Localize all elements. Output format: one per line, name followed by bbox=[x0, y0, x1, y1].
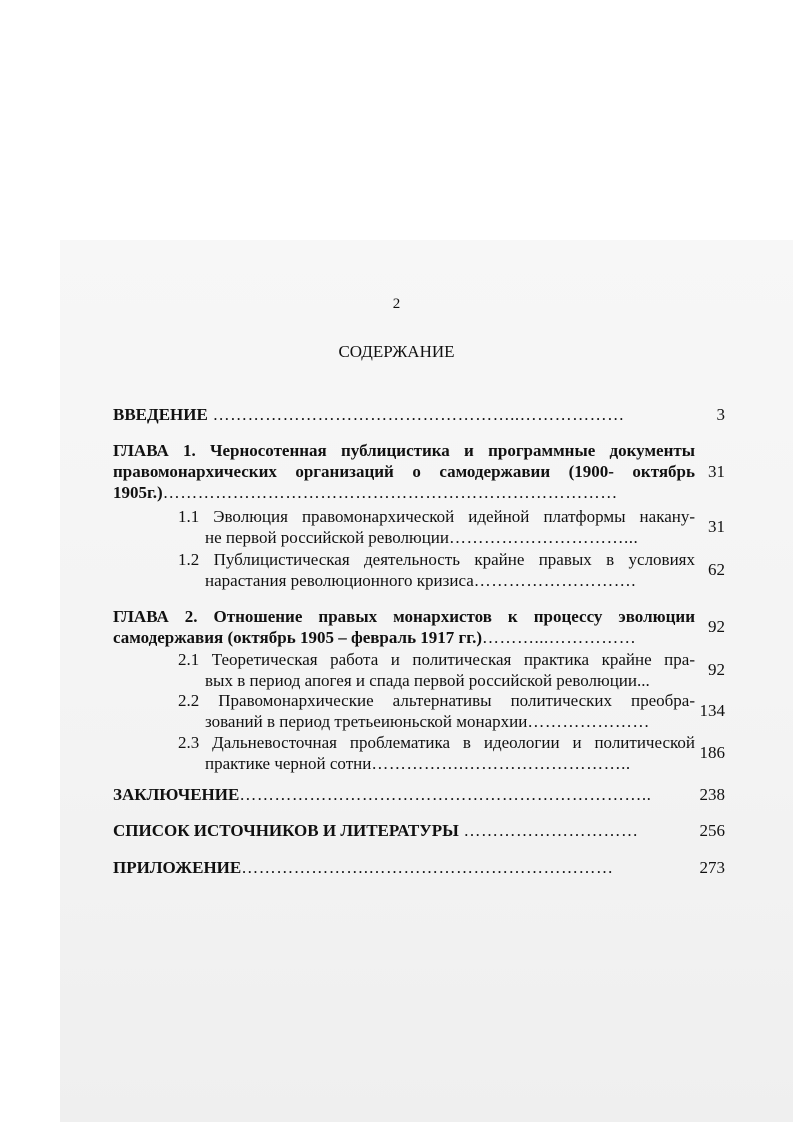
toc-entry-chapter-1 bbox=[113, 440, 725, 503]
toc-entry-line: 2.2 Правомонархические альтернативы политических преобра- bbox=[178, 691, 695, 710]
leader-dots: ……………………………………………..……………… bbox=[207, 405, 625, 424]
toc-page-number: 92 bbox=[708, 617, 725, 636]
toc-page-number: 273 bbox=[699, 858, 725, 877]
toc-entry-introduction bbox=[113, 404, 725, 425]
toc-entry-section-1-1 bbox=[113, 506, 725, 548]
leader-dots: …………………………………………………………….. bbox=[239, 785, 652, 804]
toc-entry-section-1-2 bbox=[113, 549, 725, 591]
leader-dots: ………………… bbox=[527, 712, 650, 731]
toc-page-number: 238 bbox=[699, 785, 725, 804]
leader-dots: …………….……………………….. bbox=[371, 754, 631, 773]
toc-entry-line: ГЛАВА 1. Черносотенная публицистика и программные документы bbox=[113, 441, 695, 460]
toc-entry-label: ПРИЛОЖЕНИЕ bbox=[113, 858, 242, 877]
toc-entry-line: вых в период апогея и спада первой российской революции... bbox=[205, 671, 650, 690]
toc-entry-line: 1905г.) bbox=[113, 483, 163, 502]
leader-dots: ………………………. bbox=[473, 571, 637, 590]
toc-page-number: 186 bbox=[699, 743, 725, 762]
toc-page-number: 256 bbox=[699, 821, 725, 840]
leader-dots: …………………………... bbox=[449, 528, 639, 547]
toc-entry-section-2-2 bbox=[113, 690, 725, 732]
toc-entry-line: самодержавия (октябрь 1905 – февраль 1917 гг.) bbox=[113, 628, 482, 647]
toc-page-number: 62 bbox=[708, 560, 725, 579]
leader-dots: ………………….…………………………………… bbox=[241, 858, 614, 877]
toc-entry-line: не первой российской революции bbox=[205, 528, 450, 547]
toc-entry-line: нарастания революционного кризиса bbox=[205, 571, 474, 590]
toc-page-number: 31 bbox=[708, 517, 725, 536]
toc-entry-line: правомонархических организаций о самодержавии (1900- октябрь bbox=[113, 462, 695, 481]
toc-entry-appendix bbox=[113, 857, 725, 878]
toc-entry-section-2-3 bbox=[113, 732, 725, 774]
toc-page-number: 3 bbox=[716, 405, 725, 424]
toc-entry-conclusion bbox=[113, 784, 725, 805]
page-number: 2 bbox=[392, 296, 401, 312]
toc-page-number: 134 bbox=[699, 701, 725, 720]
leader-dots: ………………………… bbox=[458, 821, 639, 840]
toc-entry-line: 1.2 Публицистическая деятельность крайне правых в условиях bbox=[178, 550, 695, 569]
page-title: СОДЕРЖАНИЕ bbox=[338, 342, 455, 361]
toc-entry-line: ГЛАВА 2. Отношение правых монархистов к процессу эволюции bbox=[113, 607, 695, 626]
toc-entry-line: практике черной сотни bbox=[205, 754, 372, 773]
toc-entry-section-2-1 bbox=[113, 649, 725, 691]
toc-entry-chapter-2 bbox=[113, 606, 725, 648]
toc-entry-label: СПИСОК ИСТОЧНИКОВ И ЛИТЕРАТУРЫ bbox=[113, 821, 459, 840]
toc-entry-line: 2.3 Дальневосточная проблематика в идеологии и политической bbox=[178, 733, 695, 752]
toc-entry-bibliography bbox=[113, 820, 725, 841]
toc-page-number: 92 bbox=[708, 660, 725, 679]
toc-entry-label: ВВЕДЕНИЕ bbox=[113, 405, 208, 424]
toc-entry-line: 1.1 Эволюция правомонархической идейной платформы накану- bbox=[178, 507, 695, 526]
leader-dots: …………………………………………………………………… bbox=[162, 483, 618, 502]
toc-entry-line: зований в период третьеиюньской монархии bbox=[205, 712, 528, 731]
toc-entry-line: 2.1 Теоретическая работа и политическая практика крайне пра- bbox=[178, 650, 695, 669]
toc-page-number: 31 bbox=[708, 462, 725, 481]
leader-dots: ………...…………… bbox=[482, 628, 637, 647]
toc-entry-label: ЗАКЛЮЧЕНИЕ bbox=[113, 785, 240, 804]
